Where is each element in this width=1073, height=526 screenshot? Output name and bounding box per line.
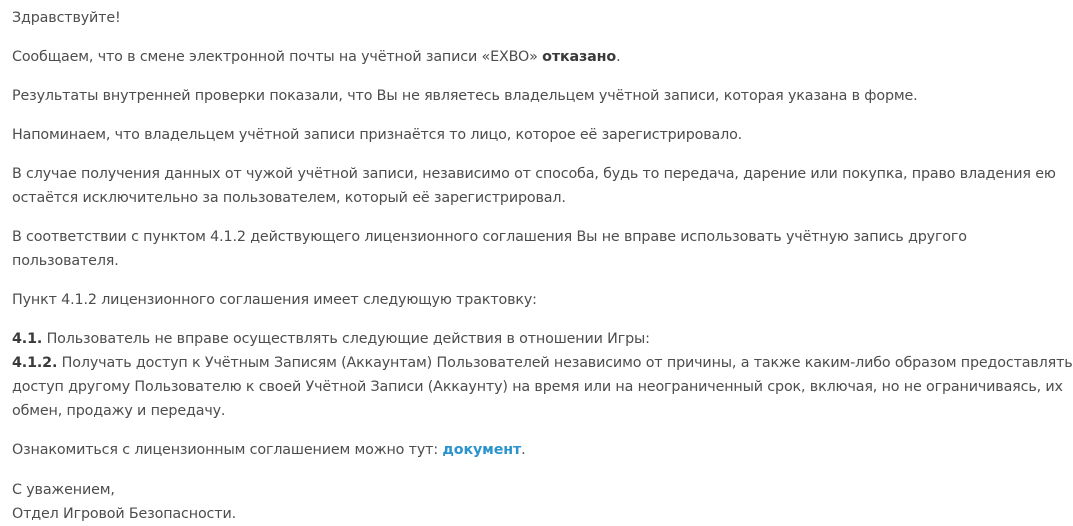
interpretation-intro: Пункт 4.1.2 лицензионного соглашения имеет следующую трактовку: — [12, 292, 537, 308]
agreement-link-period: . — [521, 442, 526, 458]
license-clause — [12, 327, 1073, 423]
transfer-paragraph — [12, 162, 1073, 210]
refusal-text: Сообщаем, что в смене электронной почты на учётной записи «EXBO» — [12, 49, 543, 65]
refusal-emphasis: отказано — [542, 49, 617, 65]
transfer-line-2: остаётся исключительно за пользователем, который её зарегистрировал. — [12, 190, 566, 206]
agreement-link-text: Ознакомиться с лицензионным соглашением можно тут: — [12, 442, 443, 458]
ownership-reminder-paragraph: Напоминаем, что владельцем учётной записи признаётся то лицо, которое её зарегистрировало. — [12, 127, 743, 143]
check-result-paragraph: Результаты внутренней проверки показали, что Вы не являетесь владельцем учётной записи, которая указана в форме. — [12, 88, 918, 104]
refusal-period: . — [616, 49, 621, 65]
clause-text-4-1-2-line-2: доступ другому Пользователю к своей Учётной Записи (Аккаунту) на время или на неограниченный срок, включая, но не ограничиваясь, их — [12, 379, 1063, 395]
clause-text-4-1-2-line-1: Получать доступ к Учётным Записям (Аккаунтам) Пользователей независимо от причины, а также каким-либо образом предоставлять — [57, 355, 1073, 371]
signoff-regards: С уважением, — [12, 482, 115, 498]
clause-number-4-1-2: 4.1.2. — [12, 355, 58, 371]
clause-text-4-1-2-line-3: обмен, продажу и передачу. — [12, 403, 226, 419]
transfer-line-1: В случае получения данных от чужой учётной записи, независимо от способа, будь то передача, дарение или покупка, право владения ею — [12, 166, 1056, 182]
document-link[interactable]: документ — [442, 442, 522, 458]
greeting: Здравствуйте! — [12, 10, 121, 26]
signoff — [12, 478, 1073, 526]
agreement-link-paragraph — [12, 438, 1073, 462]
license-paragraph: В соответствии с пунктом 4.1.2 действующего лицензионного соглашения Вы не вправе использовать учётную запись другого пользователя. — [12, 229, 967, 269]
clause-text-4-1: Пользователь не вправе осуществлять следующие действия в отношении Игры: — [42, 331, 650, 347]
signoff-department: Отдел Игровой Безопасности. — [12, 506, 236, 522]
clause-number-4-1: 4.1. — [12, 331, 43, 347]
refusal-paragraph — [12, 45, 1073, 69]
